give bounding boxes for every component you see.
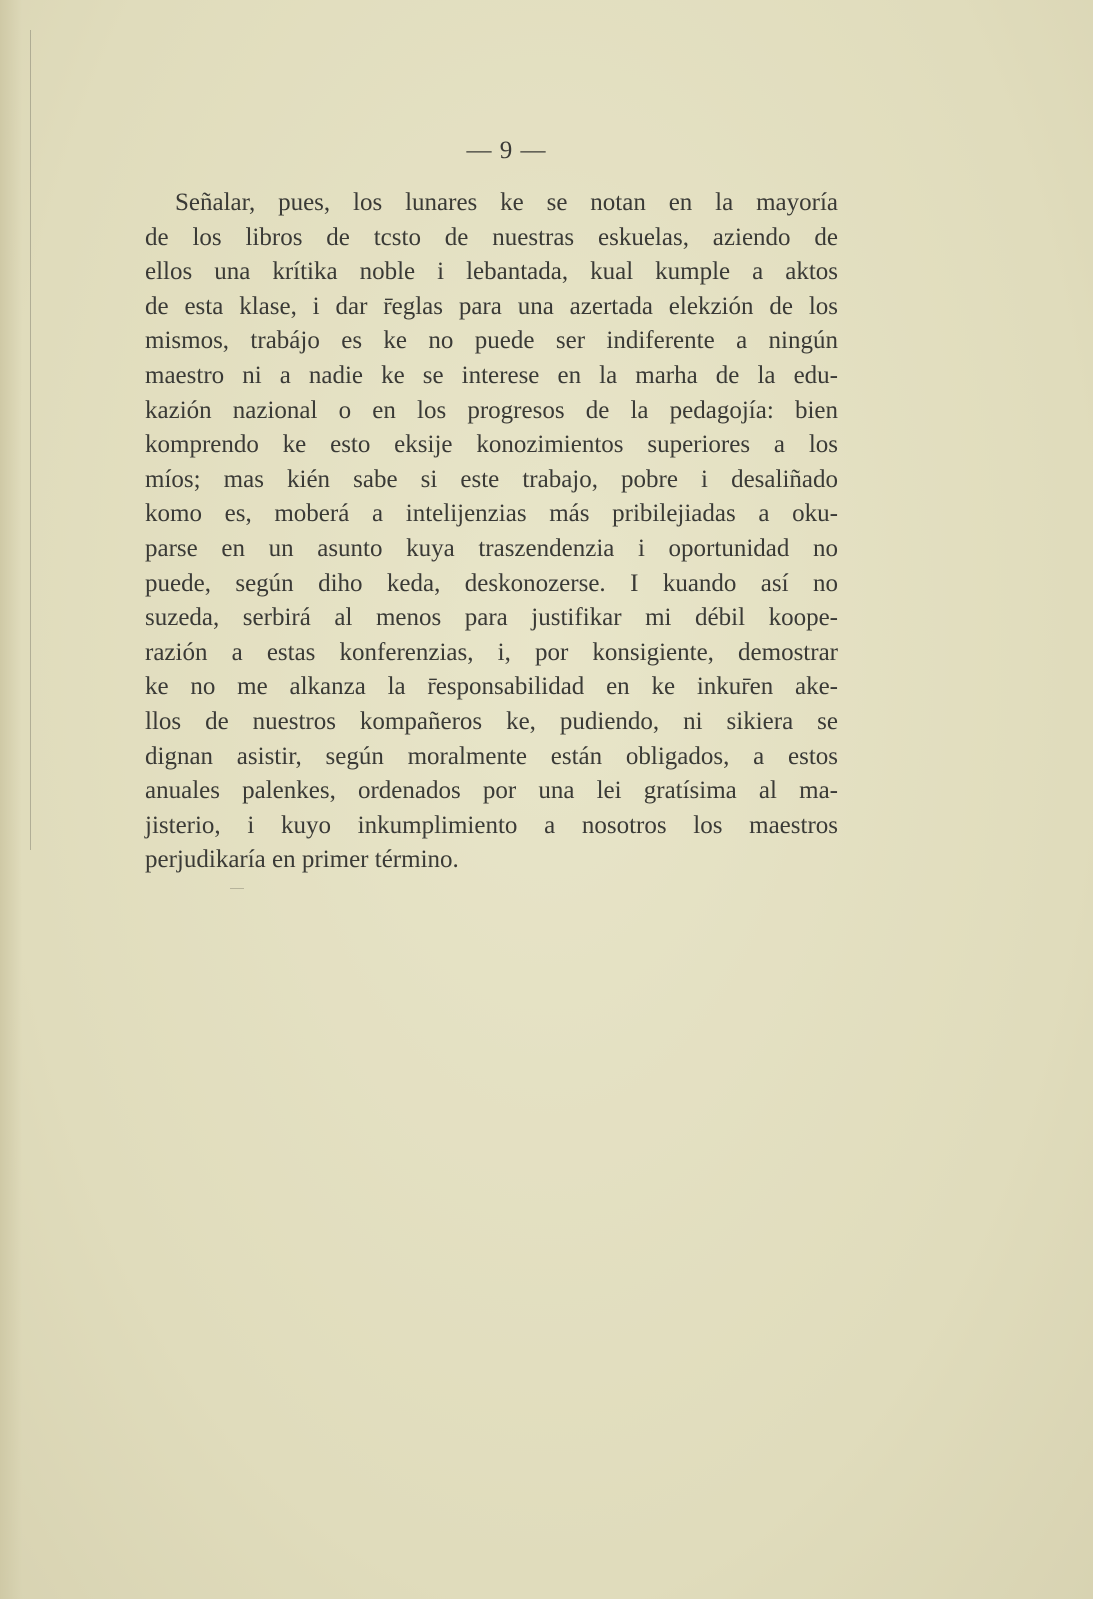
text-line: anuales palenkes, ordenados por una lei gratísima al ma- bbox=[145, 777, 838, 805]
body-paragraph bbox=[145, 186, 838, 878]
text-line: puede, según diho keda, deskonozerse. I kuando así no bbox=[145, 569, 838, 597]
text-line: komprendo ke esto eksije konozimientos superiores a los bbox=[145, 431, 838, 459]
text-line: maestro ni a nadie ke se interese en la marha de la edu- bbox=[145, 361, 838, 389]
text-line: míos; mas kién sabe si este trabajo, pobre i desaliñado bbox=[145, 465, 838, 493]
text-line: de esta klase, i dar r̄eglas para una azertada elekzión de los bbox=[145, 292, 838, 320]
text-line: mismos, trabájo es ke no puede ser indiferente a ningún bbox=[145, 327, 838, 355]
text-line: perjudikaría en primer término. bbox=[145, 846, 459, 874]
text-line: komo es, moberá a intelijenzias más pribilejiadas a oku- bbox=[145, 500, 838, 528]
page-number: — 9 — bbox=[466, 137, 547, 164]
text-line: razión a estas konferenzias, i, por konsigiente, demostrar bbox=[145, 638, 838, 666]
print-mark bbox=[230, 888, 244, 889]
text-line: dignan asistir, según moralmente están obligados, a estos bbox=[145, 742, 838, 770]
text-line: Señalar, pues, los lunares ke se notan en la mayoría bbox=[175, 189, 838, 216]
text-line: ke no me alkanza la r̄esponsabilidad en ke inkur̄en ake- bbox=[145, 673, 838, 701]
text-line: kazión nazional o en los progresos de la pedagojía: bien bbox=[145, 396, 838, 424]
page-left-edge-shadow bbox=[0, 0, 22, 1599]
text-line: suzeda, serbirá al menos para justifikar mi débil koope- bbox=[145, 604, 838, 632]
text-line: llos de nuestros kompañeros ke, pudiendo, ni sikiera se bbox=[145, 707, 838, 735]
text-line: jisterio, i kuyo inkumplimiento a nosotros los maestros bbox=[145, 811, 838, 839]
text-line: de los libros de tcsto de nuestras eskuelas, aziendo de bbox=[145, 223, 838, 251]
text-line: parse en un asunto kuya traszendenzia i oportunidad no bbox=[145, 534, 838, 562]
text-line: ellos una krítika noble i lebantada, kual kumple a aktos bbox=[145, 258, 838, 286]
